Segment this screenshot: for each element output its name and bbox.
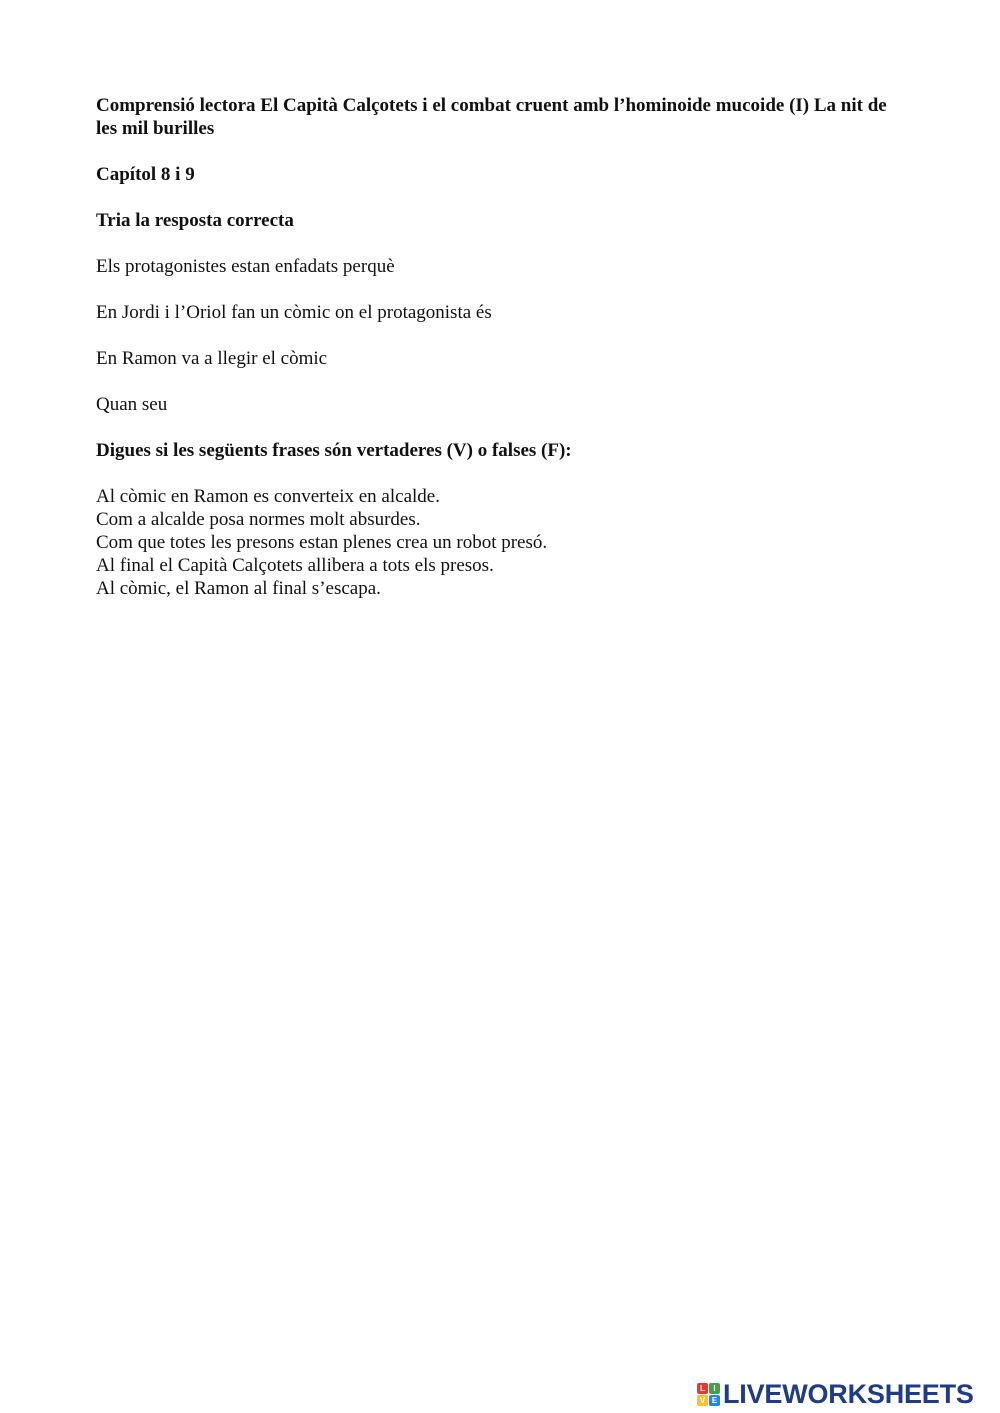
question-1: Els protagonistes estan enfadats perquè (96, 256, 395, 277)
liveworksheets-wordmark: LIVEWORKSHEETS (723, 1379, 974, 1409)
liveworksheets-logo-icon (697, 1383, 720, 1406)
multiple-choice-heading: Tria la resposta correcta (96, 210, 294, 231)
statement-2: Com a alcalde posa normes molt absurdes. (96, 509, 421, 530)
worksheet-page (96, 94, 896, 600)
question-4: Quan seu (96, 394, 168, 415)
liveworksheets-watermark (697, 1379, 974, 1409)
statement-5: Al còmic, el Ramon al final s’escapa. (96, 578, 381, 599)
logo-tile-i: I (709, 1383, 720, 1394)
page-title: Comprensió lectora El Capità Calçotets i el combat cruent amb l’hominoide mucoide (I) La nit de les mil burilles (96, 95, 887, 139)
true-false-list (96, 485, 896, 600)
logo-tile-e: E (709, 1395, 720, 1406)
logo-tile-l: L (697, 1383, 708, 1394)
question-2: En Jordi i l’Oriol fan un còmic on el protagonista és (96, 302, 492, 323)
statement-3: Com que totes les presons estan plenes crea un robot presó. (96, 532, 548, 553)
statement-4: Al final el Capità Calçotets allibera a tots els presos. (96, 555, 494, 576)
logo-tile-v: V (697, 1395, 708, 1406)
chapter-heading: Capítol 8 i 9 (96, 164, 195, 185)
statement-1: Al còmic en Ramon es converteix en alcalde. (96, 486, 440, 507)
question-3: En Ramon va a llegir el còmic (96, 348, 328, 369)
true-false-heading: Digues si les següents frases són vertaderes (V) o falses (F): (96, 440, 572, 461)
